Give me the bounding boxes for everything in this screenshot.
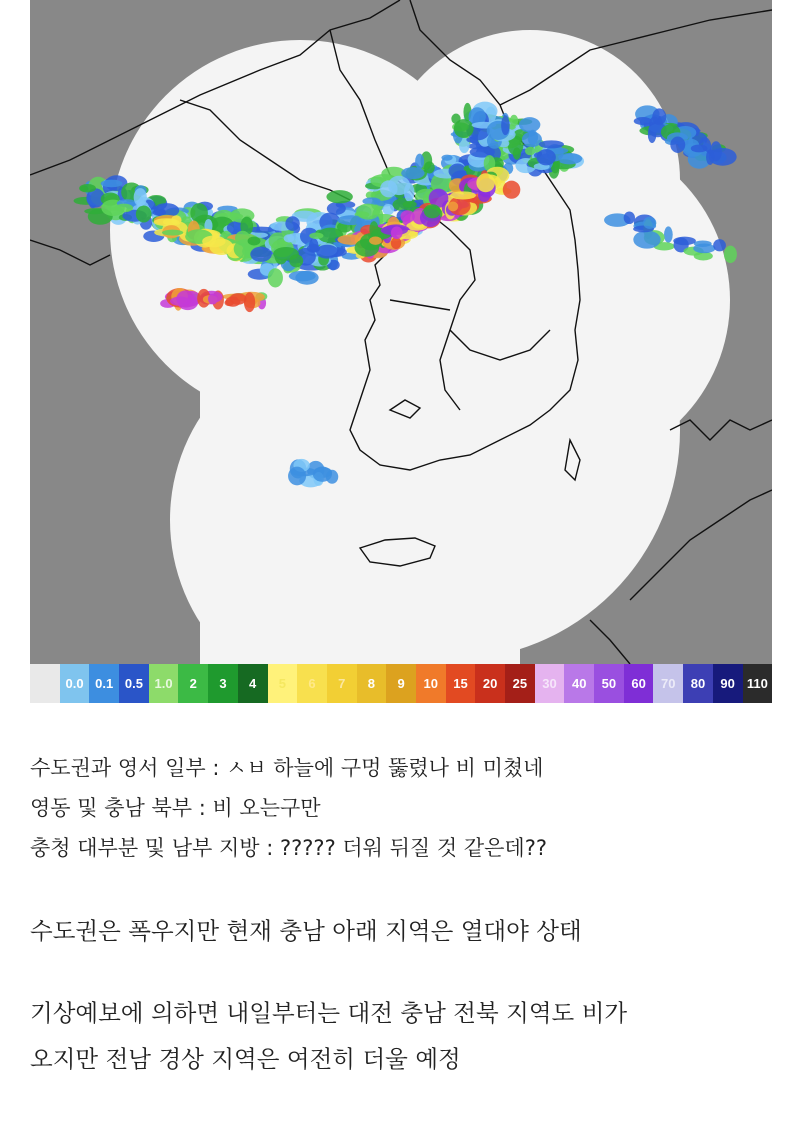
precip-echo xyxy=(288,467,306,486)
radar-map-figure xyxy=(30,0,772,703)
precip-echo xyxy=(713,239,726,251)
precip-echo xyxy=(79,184,96,192)
precip-echo xyxy=(673,237,696,246)
text-line-capital-area: 수도권과 영서 일부 : ㅅㅂ 하늘에 구멍 뚫렸나 비 미쳤네 xyxy=(30,756,544,780)
legend-cell: 70 xyxy=(653,664,683,703)
precip-echo xyxy=(248,236,261,245)
precip-echo xyxy=(285,216,299,231)
precip-echo xyxy=(295,271,318,285)
precip-echo xyxy=(307,244,320,253)
legend-cell: 30 xyxy=(535,664,565,703)
precip-echo xyxy=(633,231,660,249)
precip-echo xyxy=(448,201,458,211)
post-body xyxy=(30,748,780,1082)
legend-cell: 9 xyxy=(386,664,416,703)
precip-echo xyxy=(208,294,218,305)
legend-cell: 10 xyxy=(416,664,446,703)
text-line-summary: 수도권은 폭우지만 현재 충남 아래 지역은 열대야 상태 xyxy=(30,917,582,945)
text-line-forecast-1: 기상예보에 의하면 내일부터는 대전 충남 전북 지역도 비가 xyxy=(30,999,628,1027)
legend-cell: 40 xyxy=(564,664,594,703)
legend-cell: 6 xyxy=(297,664,327,703)
precip-echo xyxy=(115,204,133,213)
legend-cell: 110 xyxy=(743,664,773,703)
precip-echo xyxy=(383,204,395,215)
text-line-yeongdong: 영동 및 충남 북부 : 비 오는구만 xyxy=(30,796,321,820)
legend-cell: 5 xyxy=(268,664,298,703)
precip-echo xyxy=(454,119,474,138)
legend-cell: 15 xyxy=(446,664,476,703)
text-line-chungcheong: 충청 대부분 및 남부 지방 : ????? 더워 뒤질 것 같은데?? xyxy=(30,836,547,860)
precip-echo xyxy=(706,149,714,165)
legend-cell xyxy=(30,664,60,703)
precip-echo xyxy=(536,149,555,165)
precip-echo xyxy=(415,154,424,169)
precip-echo xyxy=(643,217,656,229)
radar-map xyxy=(30,0,772,664)
precip-echo xyxy=(250,247,272,262)
legend-cell: 0.5 xyxy=(119,664,149,703)
legend-cell: 90 xyxy=(713,664,743,703)
legend-cell: 7 xyxy=(327,664,357,703)
precip-echo xyxy=(268,268,283,287)
precip-echo xyxy=(136,206,152,223)
precip-echo xyxy=(401,167,424,179)
legend-cell: 1.0 xyxy=(149,664,179,703)
legend-cell: 20 xyxy=(475,664,505,703)
precip-echo xyxy=(273,247,299,261)
precip-echo xyxy=(284,234,295,242)
precip-echo xyxy=(450,191,476,199)
precip-echo xyxy=(101,180,123,188)
precip-echo xyxy=(162,230,183,236)
precip-echo xyxy=(724,246,737,264)
legend-cell: 60 xyxy=(624,664,654,703)
precip-echo xyxy=(693,244,715,254)
precip-echo xyxy=(624,211,635,224)
precip-echo xyxy=(176,290,195,307)
legend-cell: 80 xyxy=(683,664,713,703)
precip-echo xyxy=(670,137,685,153)
precip-echo xyxy=(664,226,673,242)
legend-cell: 25 xyxy=(505,664,535,703)
precip-echo xyxy=(503,181,521,199)
precip-echo xyxy=(244,292,255,312)
precip-echo xyxy=(369,236,382,244)
precip-echo xyxy=(313,466,332,481)
precip-echo xyxy=(441,155,452,161)
legend-cell: 2 xyxy=(178,664,208,703)
precip-echo xyxy=(356,204,380,220)
legend-cell: 3 xyxy=(208,664,238,703)
precip-echo xyxy=(369,221,378,237)
precip-echo xyxy=(209,239,233,255)
precip-echo xyxy=(134,188,147,206)
legend-cell: 8 xyxy=(357,664,387,703)
precip-echo xyxy=(403,201,417,208)
precip-echo xyxy=(424,204,441,218)
precipitation-legend xyxy=(30,664,772,703)
text-line-forecast-2: 오지만 전남 경상 지역은 여전히 더울 예정 xyxy=(30,1045,461,1073)
precip-echo xyxy=(525,147,535,156)
legend-cell: 0.0 xyxy=(60,664,90,703)
legend-cell: 50 xyxy=(594,664,624,703)
precip-echo xyxy=(391,226,403,239)
precip-echo xyxy=(634,117,652,125)
precip-echo xyxy=(380,180,398,197)
precip-echo xyxy=(539,140,564,148)
legend-cell: 4 xyxy=(238,664,268,703)
precip-echo xyxy=(476,173,495,192)
legend-cell: 0.1 xyxy=(89,664,119,703)
precip-echo xyxy=(519,117,540,132)
precip-echo xyxy=(326,190,352,203)
precip-echo xyxy=(691,144,708,152)
precip-echo xyxy=(171,215,181,225)
precip-echo xyxy=(309,233,323,239)
precip-echo xyxy=(501,115,510,135)
